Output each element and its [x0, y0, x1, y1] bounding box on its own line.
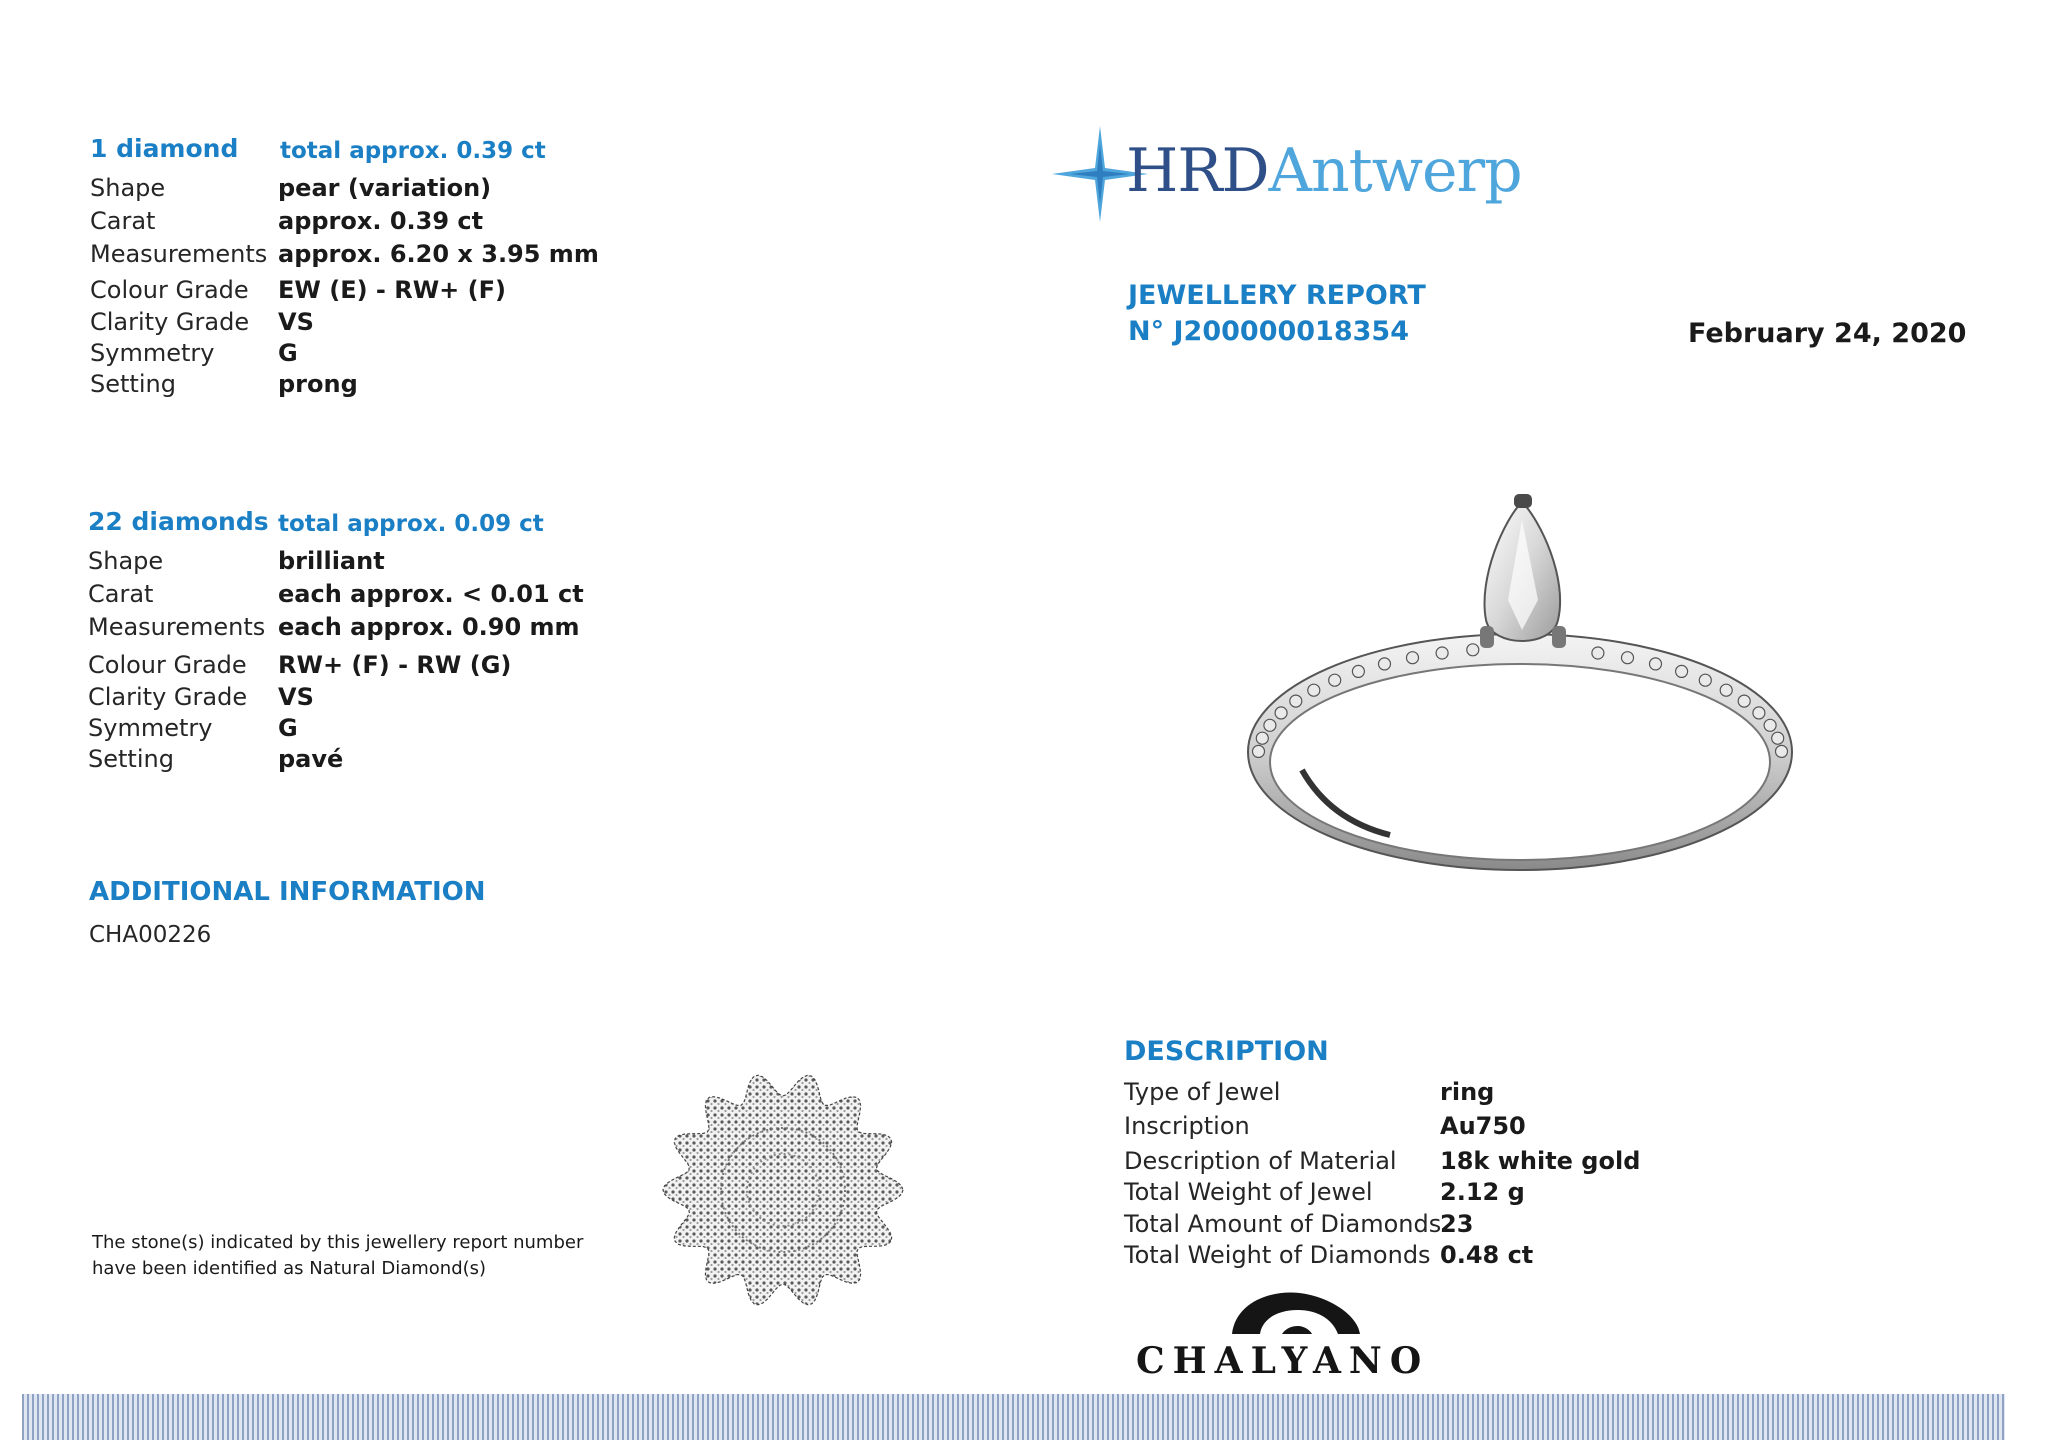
pave-stone: [1650, 658, 1662, 670]
stone2-row-label: Carat: [88, 580, 154, 608]
additional-value: CHA00226: [89, 922, 212, 948]
pave-stone: [1764, 719, 1776, 731]
pave-stone: [1379, 658, 1391, 670]
pave-stone: [1256, 732, 1268, 744]
stone2-row-value: each approx. < 0.01 ct: [278, 580, 584, 608]
description-row-value: 0.48 ct: [1440, 1241, 1534, 1269]
report-date: February 24, 2020: [1688, 318, 1967, 349]
stone1-total: total approx. 0.39 ct: [280, 138, 546, 164]
description-heading: DESCRIPTION: [1124, 1036, 1329, 1067]
pave-stone: [1720, 684, 1732, 696]
pave-stone: [1467, 644, 1479, 656]
pave-stone: [1253, 745, 1265, 757]
logo-hrd: HRD: [1126, 136, 1269, 206]
stone1-row-value: prong: [278, 370, 358, 398]
stone1-row-value: G: [278, 339, 298, 367]
stone1-row-value: approx. 0.39 ct: [278, 207, 484, 235]
stone1-row-label: Shape: [90, 174, 166, 202]
stone2-total: total approx. 0.09 ct: [278, 511, 544, 537]
hologram-seal-icon: [658, 1070, 908, 1310]
description-row-label: Inscription: [1124, 1112, 1250, 1140]
description-row-label: Total Amount of Diamonds: [1124, 1210, 1442, 1238]
stone1-row-label: Symmetry: [90, 339, 215, 367]
stone2-row-value: RW+ (F) - RW (G): [278, 651, 512, 679]
pave-stone: [1275, 707, 1287, 719]
description-row-value: Au750: [1440, 1112, 1526, 1140]
pave-stone: [1753, 707, 1765, 719]
logo-antwerp: Antwerp: [1268, 136, 1522, 206]
pave-stone: [1699, 674, 1711, 686]
stone1-heading: 1 diamond: [90, 134, 239, 163]
description-row-label: Description of Material: [1124, 1147, 1397, 1175]
pave-stone: [1290, 695, 1302, 707]
stone1-row-label: Measurements: [90, 240, 268, 268]
pave-stone: [1776, 745, 1788, 757]
description-row-value: ring: [1440, 1078, 1495, 1106]
pave-stone: [1436, 647, 1448, 659]
stone1-row-value: VS: [278, 308, 314, 336]
chalyano-emblem-icon: [1226, 1286, 1366, 1346]
description-row-value: 2.12 g: [1440, 1178, 1525, 1206]
additional-heading: ADDITIONAL INFORMATION: [89, 877, 486, 907]
ring-image: [1240, 480, 1800, 900]
description-row-label: Total Weight of Diamonds: [1124, 1241, 1431, 1269]
stone2-row-label: Measurements: [88, 613, 266, 641]
pave-stone: [1738, 695, 1750, 707]
security-stripe: [22, 1394, 2005, 1440]
stone2-row-value: G: [278, 714, 298, 742]
stone1-row-value: pear (variation): [278, 174, 492, 202]
stone1-row-label: Colour Grade: [90, 276, 249, 304]
brand-name: CHALYANO: [1136, 1340, 1430, 1382]
stone2-heading: 22 diamonds: [88, 507, 269, 536]
pave-stone: [1352, 665, 1364, 677]
pave-stone: [1264, 719, 1276, 731]
report-number: N° J200000018354: [1128, 316, 1409, 347]
stone2-row-label: Setting: [88, 745, 174, 773]
hrd-antwerp-logo: [1050, 124, 1530, 224]
logo-wordmark: [1126, 136, 1522, 206]
pave-stone: [1676, 665, 1688, 677]
stone2-row-value: pavé: [278, 745, 344, 773]
pave-stone: [1308, 684, 1320, 696]
report-title: JEWELLERY REPORT: [1128, 280, 1426, 311]
stone2-block: [88, 507, 608, 787]
stone2-row-value: brilliant: [278, 547, 385, 575]
pave-stone: [1407, 652, 1419, 664]
chalyano-logo: [1130, 1286, 1480, 1386]
stone2-row-label: Symmetry: [88, 714, 213, 742]
natural-diamond-note-line1: The stone(s) indicated by this jewellery report number: [92, 1232, 584, 1253]
stone2-row-label: Colour Grade: [88, 651, 247, 679]
pave-stone: [1622, 652, 1634, 664]
natural-diamond-note-line2: have been identified as Natural Diamond(s): [92, 1258, 487, 1279]
pave-stone: [1592, 647, 1604, 659]
pave-stone: [1329, 674, 1341, 686]
description-row-label: Type of Jewel: [1124, 1078, 1281, 1106]
description-row-label: Total Weight of Jewel: [1124, 1178, 1373, 1206]
stone1-row-value: approx. 6.20 x 3.95 mm: [278, 240, 599, 268]
description-block: [1124, 1036, 1724, 1276]
stone1-block: [90, 134, 610, 414]
stone2-row-value: VS: [278, 683, 314, 711]
stone1-row-label: Clarity Grade: [90, 308, 250, 336]
pave-stone: [1772, 732, 1784, 744]
description-row-value: 18k white gold: [1440, 1147, 1641, 1175]
stone1-row-label: Carat: [90, 207, 156, 235]
stone1-row-value: EW (E) - RW+ (F): [278, 276, 506, 304]
stone2-row-value: each approx. 0.90 mm: [278, 613, 580, 641]
stone2-row-label: Shape: [88, 547, 164, 575]
stone1-row-label: Setting: [90, 370, 176, 398]
description-row-value: 23: [1440, 1210, 1474, 1238]
stone2-row-label: Clarity Grade: [88, 683, 248, 711]
